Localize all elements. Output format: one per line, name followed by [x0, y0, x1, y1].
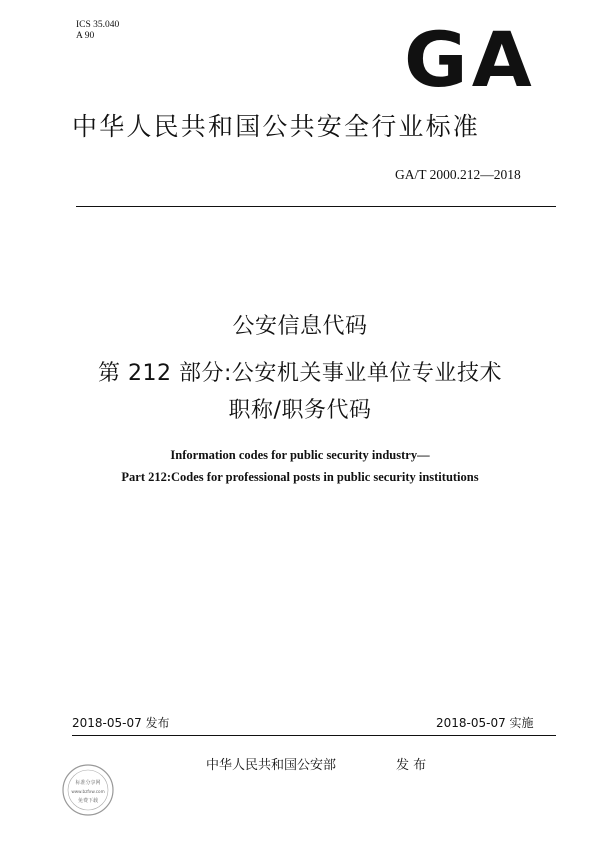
standard-category-title: 中华人民共和国公共安全行业标准 — [72, 112, 481, 141]
issuing-authority: 中华人民共和国公安部 — [206, 758, 337, 773]
title-en-line2: Part 212:Codes for professional posts in public security institutions — [121, 470, 479, 484]
footer-divider — [72, 735, 556, 736]
implementation-date: 2018-05-07 实施 — [436, 716, 534, 730]
title-cn-line1: 公安信息代码 — [232, 314, 368, 339]
ccs-code: A 90 — [76, 31, 95, 41]
issuing-action: 发 布 — [396, 758, 427, 773]
header-divider — [76, 206, 556, 207]
title-en-line1: Information codes for public security industry— — [170, 448, 430, 462]
ga-logo: GA — [404, 15, 536, 104]
stamp-line2: www.bzfxw.com — [71, 789, 105, 794]
watermark-stamp — [60, 762, 116, 818]
issue-date: 2018-05-07 发布 — [72, 716, 170, 730]
stamp-line1: 标准分享网 — [75, 780, 101, 786]
ics-code: ICS 35.040 — [76, 20, 120, 30]
title-cn-line2: 第 212 部分:公安机关事业单位专业技术 — [98, 361, 502, 386]
stamp-line3: 免费下载 — [77, 798, 99, 804]
standard-number: GA/T 2000.212—2018 — [395, 167, 521, 182]
title-cn-line3: 职称/职务代码 — [228, 398, 372, 423]
